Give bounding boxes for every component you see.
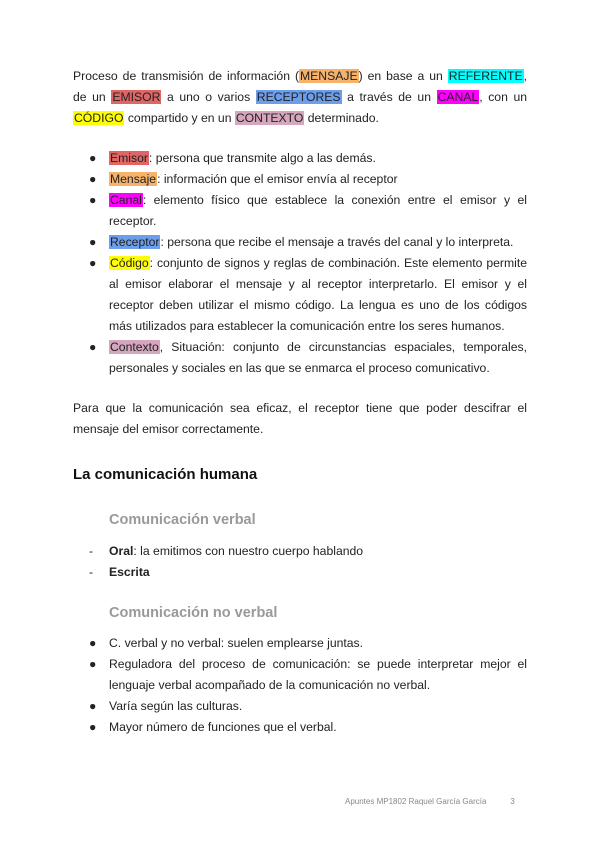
- dash-icon: -: [89, 544, 94, 558]
- term-receptor: Receptor: [110, 235, 160, 249]
- intro-paragraph: [73, 66, 527, 129]
- highlight-codigo: CÓDIGO: [74, 111, 124, 125]
- bullet-icon: ●: [89, 720, 97, 734]
- bullet-icon: ●: [89, 340, 97, 354]
- item-bold: Escrita: [109, 565, 150, 579]
- highlight-mensaje: MENSAJE: [300, 69, 358, 83]
- list-item: [73, 148, 527, 169]
- highlight-emisor: EMISOR: [112, 90, 161, 104]
- verbal-list: [73, 541, 527, 583]
- document-page: [73, 66, 527, 738]
- nonverbal-list: [73, 633, 527, 738]
- subsection-title-nonverbal: Comunicación no verbal: [109, 605, 278, 621]
- bullet-icon: ●: [89, 699, 97, 713]
- list-item: [73, 633, 527, 654]
- intro-text: compartido y en un: [124, 111, 235, 125]
- intro-text: Proceso de transmisión de información (: [73, 69, 300, 83]
- item-text: Reguladora del proceso de comunicación: se puede interpretar mejor el lenguaje verbal acompañado de la comunicación no verbal.: [109, 657, 527, 692]
- list-item: [73, 717, 527, 738]
- term-contexto: Contexto: [110, 340, 159, 354]
- item-text: Varía según las culturas.: [109, 699, 243, 713]
- subsection-title-verbal: Comunicación verbal: [109, 512, 256, 528]
- section-title: La comunicación humana: [73, 466, 258, 483]
- highlight-receptores: RECEPTORES: [256, 90, 341, 104]
- item-text: : información que el emisor envía al receptor: [157, 172, 398, 186]
- list-item: [73, 696, 527, 717]
- term-codigo: Código: [110, 256, 149, 270]
- highlight-referente: REFERENTE: [448, 69, 523, 83]
- intro-text: determinado.: [304, 111, 379, 125]
- item-text: : persona que recibe el mensaje a través del canal y lo interpreta.: [160, 235, 514, 249]
- list-item: [73, 562, 527, 583]
- item-text: : la emitimos con nuestro cuerpo hablando: [133, 544, 364, 558]
- bullet-icon: ●: [89, 235, 97, 249]
- bullet-icon: ●: [89, 151, 97, 165]
- intro-text: a través de un: [341, 90, 437, 104]
- elements-list: [73, 148, 527, 379]
- term-emisor: Emisor: [110, 151, 148, 165]
- bullet-icon: ●: [89, 172, 97, 186]
- page-number: 3: [510, 797, 515, 806]
- intro-text: , de un: [73, 69, 527, 104]
- efficacy-paragraph: Para que la comunicación sea eficaz, el receptor tiene que poder descifrar el mensaje del emisor correctamente.: [73, 401, 527, 436]
- highlight-canal: CANAL: [437, 90, 479, 104]
- list-item: [73, 232, 527, 253]
- term-mensaje: Mensaje: [110, 172, 157, 186]
- list-item: [73, 541, 527, 562]
- item-text: C. verbal y no verbal: suelen emplearse juntas.: [109, 636, 364, 650]
- page-footer: [345, 797, 515, 806]
- footer-text: Apuntes MP1802 Raquel García García: [345, 797, 487, 806]
- item-text: Mayor número de funciones que el verbal.: [109, 720, 337, 734]
- list-item: [73, 337, 527, 379]
- intro-text: ) en base a un: [358, 69, 448, 83]
- highlight-contexto: CONTEXTO: [235, 111, 304, 125]
- item-text: : conjunto de signos y reglas de combinación. Este elemento permite al emisor elaborar el mensaje y al receptor interpretarlo. El emisor y el receptor deben utilizar el mismo código. La lengua es uno de los códigos más utilizados para establecer la comunicación entre los seres humanos.: [109, 256, 527, 333]
- list-item: [73, 654, 527, 696]
- dash-icon: -: [89, 565, 94, 579]
- bullet-icon: ●: [89, 657, 97, 671]
- item-bold: Oral: [109, 544, 134, 558]
- intro-text: a uno o varios: [161, 90, 256, 104]
- list-item: [73, 169, 527, 190]
- item-text: , Situación: conjunto de circunstancias espaciales, temporales, personales y sociales en las que se enmarca el proceso comunicativo.: [109, 340, 527, 375]
- bullet-icon: ●: [89, 256, 97, 270]
- bullet-icon: ●: [89, 636, 97, 650]
- list-item: [73, 190, 527, 232]
- term-canal: Canal: [110, 193, 142, 207]
- bullet-icon: ●: [89, 193, 97, 207]
- item-text: : persona que transmite algo a las demás.: [148, 151, 376, 165]
- intro-text: , con un: [479, 90, 527, 104]
- list-item: [73, 253, 527, 337]
- item-text: : elemento físico que establece la conexión entre el emisor y el receptor.: [109, 193, 527, 228]
